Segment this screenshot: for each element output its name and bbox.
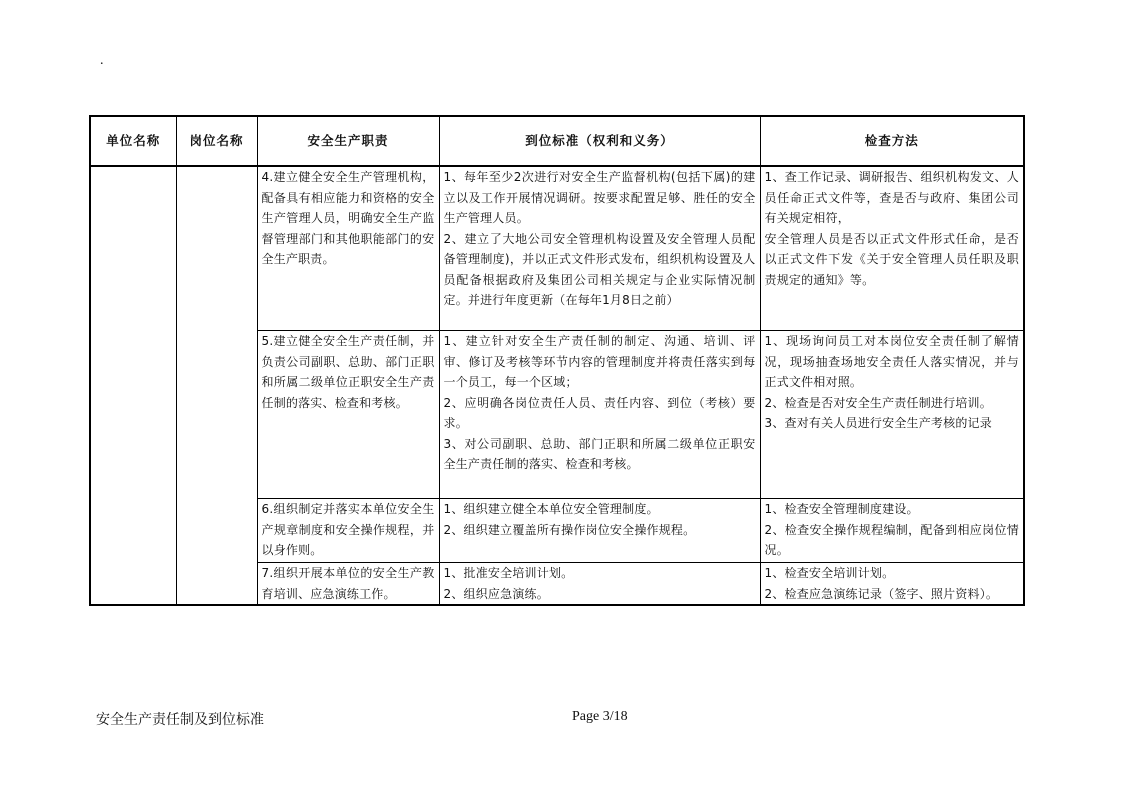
standard-cell <box>439 563 760 606</box>
standard-item: 2、建立了大地公司安全管理机构设置及安全管理人员配备管理制度)，并以正式文件形式发布，组织机构设置及人员配备根据政府及集团公司相关规定与企业实际情况制定。并进行年度更新（在每年1月8日之前） <box>443 231 756 307</box>
method-item: 安全管理人员是否以正式文件形式任命，是否以正式文件下发《关于安全管理人员任职及职责规定的通知》等。 <box>764 231 1019 287</box>
header-unit-name: 单位名称 <box>90 116 176 166</box>
standard-item: 2、组织应急演练。 <box>443 586 549 601</box>
duty-text: 6.组织制定并落实本单位安全生产规章制度和安全操作规程，并以身作则。 <box>261 502 435 557</box>
post-name-cell <box>176 166 257 605</box>
method-cell <box>760 563 1024 606</box>
method-item: 2、检查安全操作规程编制，配备到相应岗位情况。 <box>764 522 1019 557</box>
method-item: 1、检查安全培训计划。 <box>764 566 895 580</box>
standard-cell <box>439 166 760 331</box>
duty-cell <box>257 331 439 499</box>
standard-item: 2、组织建立覆盖所有操作岗位安全操作规程。 <box>443 522 696 537</box>
duty-cell <box>257 499 439 563</box>
method-item: 2、检查应急演练记录（签字、照片资料）。 <box>764 586 999 601</box>
duty-cell <box>257 166 439 331</box>
page-mark: . <box>100 53 104 68</box>
standard-item: 1、批准安全培训计划。 <box>443 566 574 580</box>
standard-cell <box>439 499 760 563</box>
method-item: 3、查对有关人员进行安全生产考核的记录 <box>764 416 992 430</box>
standard-item: 2、应明确各岗位责任人员、责任内容、到位（考核）要求。 <box>443 395 756 430</box>
duty-text: 5.建立健全安全生产责任制，并负责公司副职、总助、部门正职和所属二级单位正职安全生产责任制的落实、检查和考核。 <box>261 334 435 410</box>
header-safety-duty: 安全生产职责 <box>257 116 439 166</box>
method-item: 1、现场询问员工对本岗位安全责任制了解情况，现场抽查场地安全责任人落实情况，并与正式文件相对照。 <box>764 334 1019 389</box>
standard-item: 3、对公司副职、总助、部门正职和所属二级单位正职安全生产责任制的落实、检查和考核。 <box>443 436 756 471</box>
method-cell <box>760 331 1024 499</box>
footer-page-number: Page 3/18 <box>572 709 628 724</box>
standard-item: 1、每年至少2次进行对安全生产监督机构(包括下属)的建立以及工作开展情况调研。按要求配置足够、胜任的安全生产管理人员。 <box>443 170 756 225</box>
header-standard: 到位标准（权利和义务） <box>439 116 760 166</box>
header-post-name: 岗位名称 <box>176 116 257 166</box>
method-item: 1、查工作记录、调研报告、组织机构发文、人员任命正式文件等，查是否与政府、集团公司有关规定相符， <box>764 170 1019 225</box>
method-item: 1、检查安全管理制度建设。 <box>764 502 919 516</box>
footer-document-title: 安全生产责任制及到位标准 <box>96 712 264 728</box>
duty-text: 4.建立健全安全生产管理机构，配备具有相应能力和资格的安全生产管理人员，明确安全生产监督管理部门和其他职能部门的安全生产职责。 <box>261 170 435 266</box>
standard-item: 1、建立针对安全生产责任制的制定、沟通、培训、评审、修订及考核等环节内容的管理制度并将责任落实到每一个员工，每一个区域； <box>443 334 756 389</box>
method-item: 2、检查是否对安全生产责任制进行培训。 <box>764 395 992 410</box>
table-header-row <box>90 116 1024 166</box>
responsibility-table <box>89 115 1025 606</box>
duty-text: 7.组织开展本单位的安全生产教育培训、应急演练工作。 <box>261 566 435 601</box>
standard-cell <box>439 331 760 499</box>
header-check-method: 检查方法 <box>760 116 1024 166</box>
standard-item: 1、组织建立健全本单位安全管理制度。 <box>443 502 659 516</box>
table-row <box>90 166 1024 331</box>
duty-cell <box>257 563 439 606</box>
method-cell <box>760 499 1024 563</box>
method-cell <box>760 166 1024 331</box>
unit-name-cell <box>90 166 176 605</box>
